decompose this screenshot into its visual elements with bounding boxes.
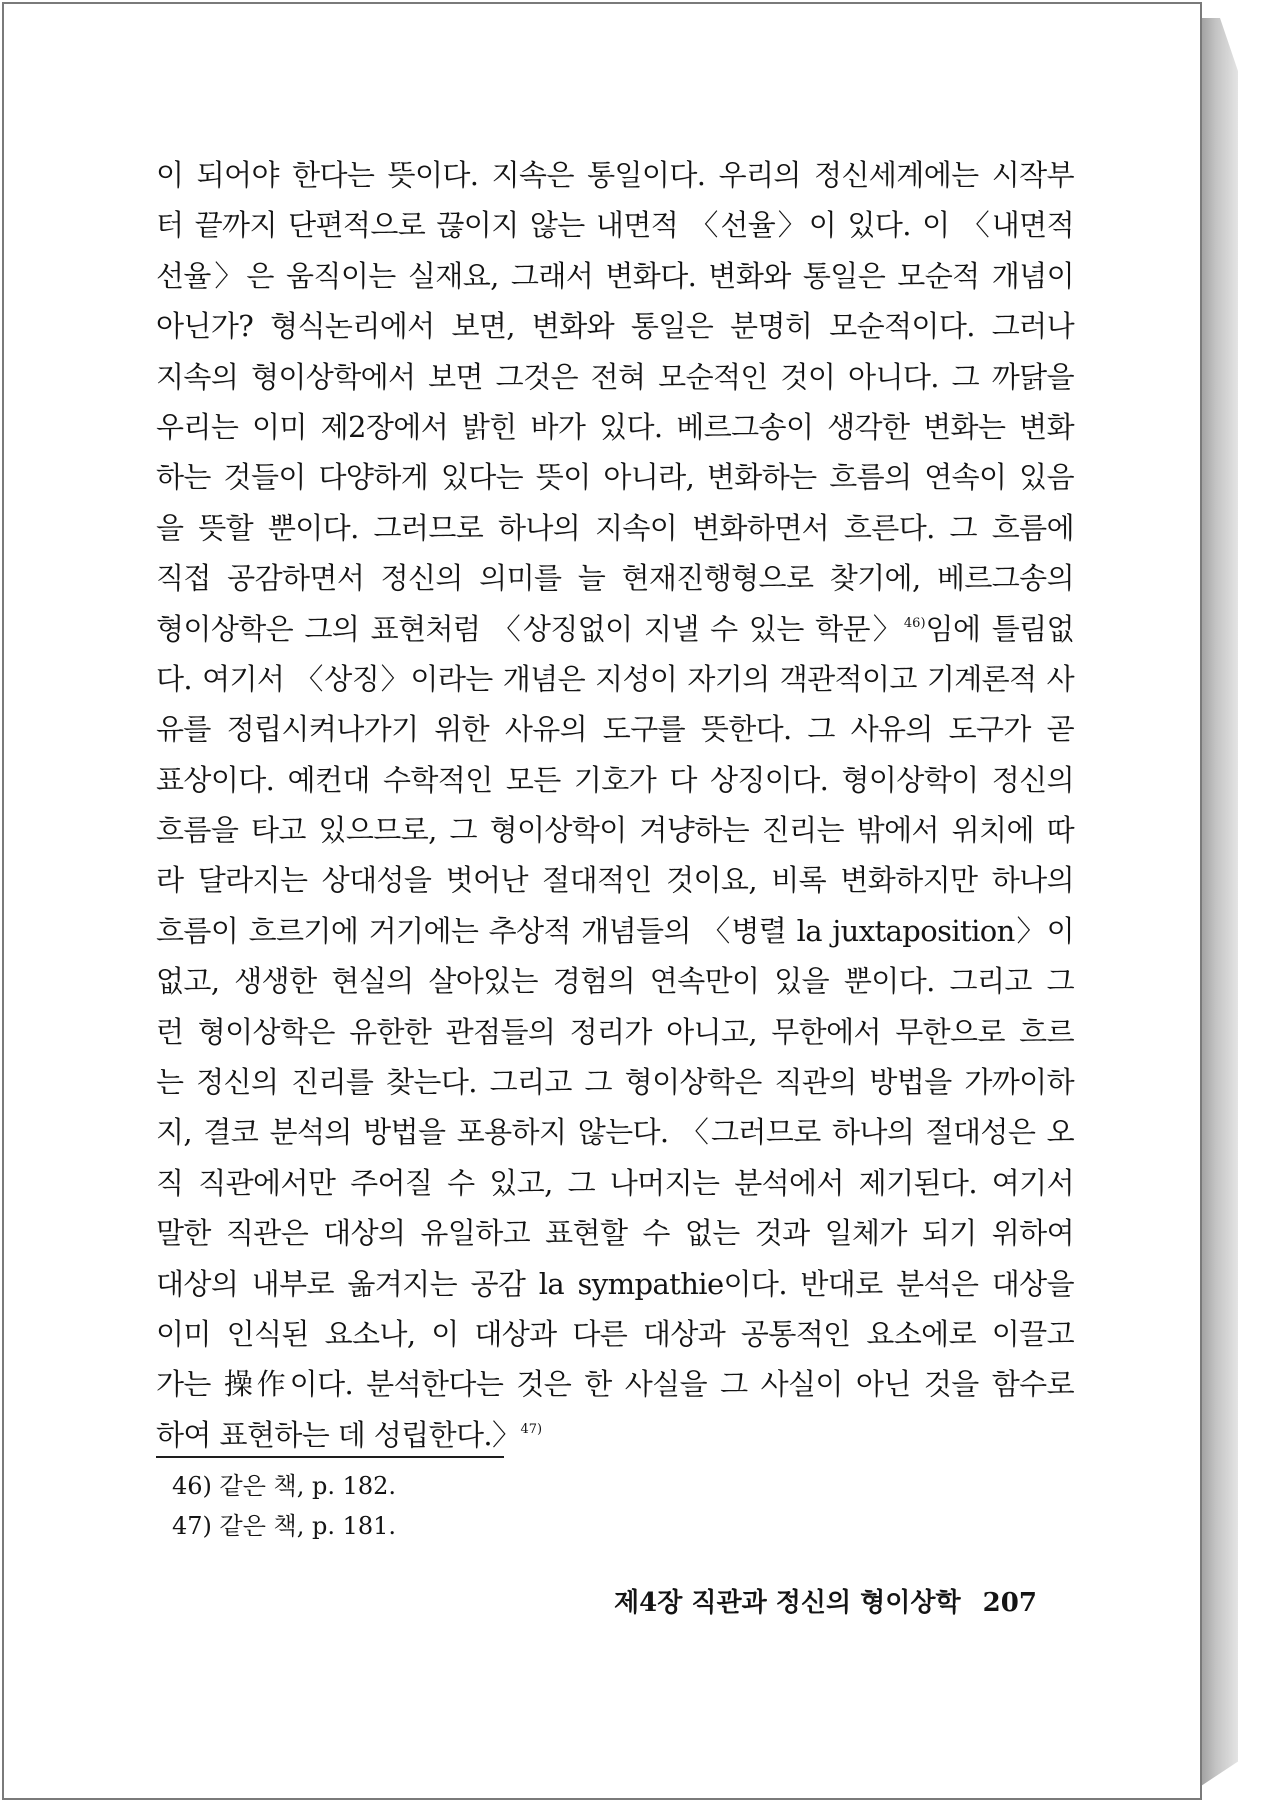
footnote-reference: 46) [903, 615, 926, 631]
body-line: 런 형이상학은 유한한 관점들의 정리가 아니고, 무한에서 무한으로 흐르 [156, 1014, 1074, 1049]
body-line: 표상이다. 예컨대 수학적인 모든 기호가 다 상징이다. 형이상학이 정신의 [156, 762, 1074, 797]
book-page [2, 2, 1202, 1800]
body-line: 대상의 내부로 옮겨지는 공감 la sympathie이다. 반대로 분석은 대상을 [156, 1266, 1074, 1301]
body-line: 직접 공감하면서 정신의 의미를 늘 현재진행형으로 찾기에, 베르그송의 [156, 561, 1074, 596]
body-line-last [156, 1410, 1074, 1460]
body-line: 지, 결코 분석의 방법을 포용하지 않는다. 〈그러므로 하나의 절대성은 오 [156, 1115, 1074, 1150]
chapter-title: 제4장 직관과 정신의 형이상학 [614, 1588, 961, 1618]
line-text: 임에 틀림없 [925, 611, 1074, 646]
body-line: 지속의 형이상학에서 보면 그것은 전혀 모순적인 것이 아니다. 그 까닭을 [156, 359, 1074, 394]
line-text: 하여 표현하는 데 성립한다.〉 [156, 1417, 521, 1452]
footnote: 46) 같은 책, p. 182. [172, 1472, 397, 1500]
footnote: 47) 같은 책, p. 181. [172, 1512, 397, 1540]
page-edge-shadow [1198, 18, 1238, 1788]
body-line: 을 뜻할 뿐이다. 그러므로 하나의 지속이 변화하면서 흐른다. 그 흐름에 [156, 510, 1074, 545]
body-line: 이미 인식된 요소나, 이 대상과 다른 대상과 공통적인 요소에로 이끌고 [156, 1316, 1074, 1351]
body-line: 다. 여기서 〈상징〉이라는 개념은 지성이 자기의 객관적이고 기계론적 사 [156, 661, 1074, 696]
footnote-separator [156, 1456, 504, 1458]
body-line: 우리는 이미 제2장에서 밝힌 바가 있다. 베르그송이 생각한 변화는 변화 [156, 409, 1074, 444]
body-line: 터 끝까지 단편적으로 끊이지 않는 내면적 〈선율〉이 있다. 이 〈내면적 [156, 208, 1074, 243]
line-text: 형이상학은 그의 표현처럼 〈상징없이 지낼 수 있는 학문〉 [156, 611, 904, 646]
body-line: 아닌가? 형식논리에서 보면, 변화와 통일은 분명히 모순적이다. 그러나 [156, 309, 1074, 344]
page-number: 207 [982, 1588, 1037, 1618]
footnotes [172, 1466, 396, 1546]
body-line: 하는 것들이 다양하게 있다는 뜻이 아니라, 변화하는 흐름의 연속이 있음 [156, 460, 1074, 495]
body-line [156, 604, 1074, 654]
body-line: 이 되어야 한다는 뜻이다. 지속은 통일이다. 우리의 정신세계에는 시작부 [156, 158, 1074, 192]
body-line: 흐름을 타고 있으므로, 그 형이상학이 겨냥하는 진리는 밖에서 위치에 따 [156, 813, 1074, 848]
body-line: 흐름이 흐르기에 거기에는 추상적 개념들의 〈병렬 la juxtaposition〉이 [156, 913, 1074, 948]
body-line: 가는 操作이다. 분석한다는 것은 한 사실을 그 사실이 아닌 것을 함수로 [156, 1367, 1074, 1402]
body-line: 유를 정립시켜나가기 위한 사유의 도구를 뜻한다. 그 사유의 도구가 곧 [156, 712, 1074, 747]
footnote-reference: 47) [520, 1421, 543, 1437]
running-footer [614, 1582, 1037, 1619]
body-line: 라 달라지는 상대성을 벗어난 절대적인 것이요, 비록 변화하지만 하나의 [156, 863, 1074, 898]
body-line: 는 정신의 진리를 찾는다. 그리고 그 형이상학은 직관의 방법을 가까이하 [156, 1065, 1074, 1100]
body-line: 없고, 생생한 현실의 살아있는 경험의 연속만이 있을 뿐이다. 그리고 그 [156, 964, 1074, 999]
body-line: 직 직관에서만 주어질 수 있고, 그 나머지는 분석에서 제기된다. 여기서 [156, 1165, 1074, 1200]
body-line: 말한 직관은 대상의 유일하고 표현할 수 없는 것과 일체가 되기 위하여 [156, 1216, 1074, 1251]
body-text [156, 150, 1074, 1460]
body-line: 선율〉은 움직이는 실재요, 그래서 변화다. 변화와 통일은 모순적 개념이 [156, 258, 1074, 293]
